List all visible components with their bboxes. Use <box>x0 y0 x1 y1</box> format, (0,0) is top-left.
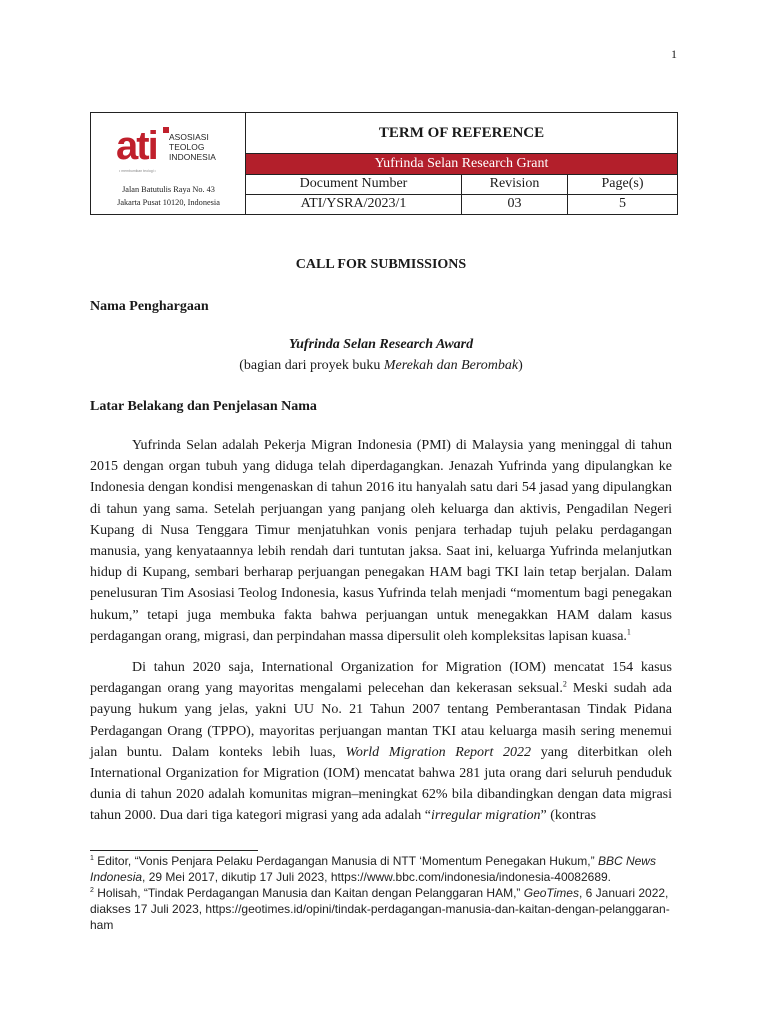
org-name: ASOSIASI TEOLOG INDONESIA <box>169 132 216 162</box>
award-note: (bagian dari proyek buku Merekah dan Berombak) <box>239 358 523 373</box>
org-address: Jalan Batutulis Raya No. 43 Jakarta Pusat 10120, Indonesia <box>117 185 220 207</box>
section-heading-background: Latar Belakang dan Penjelasan Nama <box>90 399 317 414</box>
header-table <box>90 112 678 215</box>
ati-logo-icon <box>116 125 170 165</box>
revision-label: Revision <box>462 174 568 194</box>
footnote-2: $^2$ Holisah, “Tindak Perdagangan Manusia dan Kaitan dengan Pelanggaran HAM,” GeoTimes, 6 Januari 2022, diakses 17 Juli 2023, https://geotimes.id/opini/tindak-perdagangan-manusia-dan-kaitan-dengan-pelanggaran-ham <box>90 886 670 932</box>
org-tagline: • membumikan teologi • <box>119 169 156 173</box>
document-title: TERM OF REFERENCE <box>246 113 678 154</box>
footnote-1: $^1$ Editor, “Vonis Penjara Pelaku Perdagangan Manusia di NTT ‘Momentum Penegakan Hukum,” BBC News Indonesia, 29 Mei 2017, dikutip 17 Juli 2023, https://www.bbc.com/indonesia/indonesia-40082689. <box>90 854 656 884</box>
footnote-divider <box>90 850 258 851</box>
section-heading-award-name: Nama Penghargaan <box>90 299 209 314</box>
call-for-submissions-title: CALL FOR SUBMISSIONS <box>295 257 467 272</box>
footnotes <box>90 853 680 933</box>
pages-label: Page(s) <box>568 174 678 194</box>
background-paragraph-2: Di tahun 2020 saja, International Organization for Migration (IOM) mencatat 154 kasus perdagangan orang yang mayoritas mengalami pelecehan dan kekerasan seksual.$^2$ Meski sudah ada payung hukum yang jelas, yakni UU No. 21 Tahun 2007 tentang Pemberantasan Tindak Pidana Perdagangan Orang (TPPO), mayoritas perjuangan mantan TKI atau keluarga masih sering menemui jalan buntu. Dalam konteks lebih luas, World Migration Report 2022 yang diterbitkan oleh International Organization for Migration (IOM) mencatat bahwa 281 juta orang dari seluruh penduduk dunia di tahun 2020 adalah komunitas migran–meningkat 62% bila dibandingkan dengan data migrasi tahun 2000. Dua dari tiga kategori migrasi yang ada adalah “irregular migration” (kontras <box>90 660 672 824</box>
document-number-label: Document Number <box>246 174 462 194</box>
document-number-value: ATI/YSRA/2023/1 <box>246 194 462 214</box>
svg-text:ati: ati <box>116 125 157 165</box>
background-paragraph-1: Yufrinda Selan adalah Pekerja Migran Indonesia (PMI) di Malaysia yang meninggal di tahun 2015 dengan organ tubuh yang diduga telah diperdagangkan. Jenazah Yufrinda yang dipulangkan ke Indonesia dengan kondisi mengenaskan di tahun 2016 itu hanyalah satu dari 54 jasad yang dipulangkan di tahun yang sama. Setelah perjuangan yang panjang oleh keluarga dan aktivis, Pengadilan Negeri Kupang di Nusa Tenggara Timur menjatuhkan vonis penjara terhadap tujuh pelaku perdagangan manusia, yang kenyataannya lebih rendah dari tuntutan jaksa. Saat ini, keluarga Yufrinda melanjutkan hidup di Kupang, sembari berharap perjuangan penegakan HAM bagi TKI lain tetap berjalan. Dalam penelusuran Tim Asosiasi Teolog Indonesia, kasus Yufrinda telah menjadi “momentum bagi penegakan hukum,” tetapi juga membuka fakta bahwa perjuangan untuk menegakkan HAM dalam kasus perdagangan orang, migrasi, dan perpindahan massa dipersulit oleh kompleksitas lapisan kuasa.$^1$ <box>90 438 672 644</box>
footnote-ref-2: 2 <box>562 679 567 689</box>
footnote-ref-1: 1 <box>626 627 631 637</box>
award-name: Yufrinda Selan Research Award <box>288 337 474 352</box>
pages-value: 5 <box>568 194 678 214</box>
grant-name-banner: Yufrinda Selan Research Grant <box>246 154 678 174</box>
logo-cell <box>91 113 246 215</box>
revision-value: 03 <box>462 194 568 214</box>
page-number: 1 <box>671 47 677 61</box>
